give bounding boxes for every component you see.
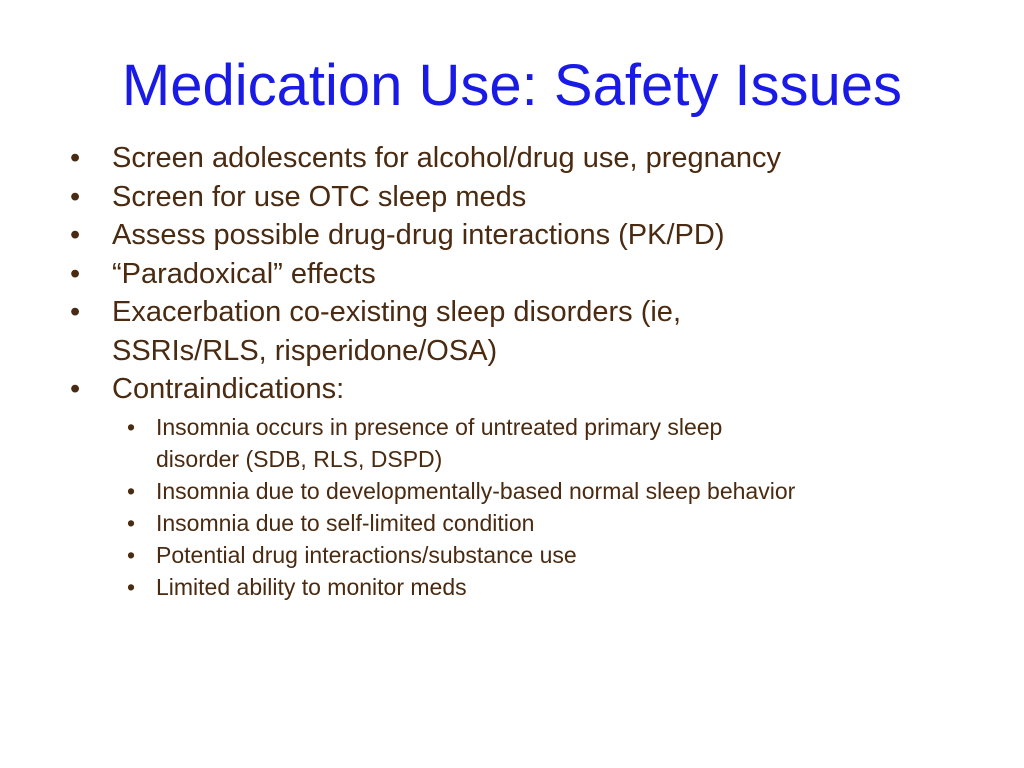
sub-list-item-text-line2: disorder (SDB, RLS, DSPD) bbox=[156, 445, 443, 472]
bullet-icon: • bbox=[70, 257, 81, 290]
list-item bbox=[70, 139, 970, 178]
bullet-icon: • bbox=[70, 219, 81, 251]
bullet-icon: • bbox=[127, 573, 136, 600]
sub-list-item bbox=[70, 539, 970, 571]
bullet-icon: • bbox=[70, 180, 81, 213]
list-item-text: Contraindications: bbox=[112, 373, 345, 405]
sub-list-item-text: Insomnia due to self-limited condition bbox=[156, 509, 535, 536]
bullet-icon: • bbox=[127, 541, 136, 568]
bullet-icon: • bbox=[70, 142, 81, 174]
list-item bbox=[70, 255, 970, 294]
sub-list-item bbox=[70, 411, 970, 475]
list-item bbox=[70, 293, 970, 370]
bullet-icon: • bbox=[127, 509, 136, 536]
list-item-text: Assess possible drug-drug interactions (PK/PD) bbox=[112, 219, 725, 251]
list-item-text-line1: Exacerbation co-existing sleep disorders (ie, bbox=[112, 296, 681, 328]
list-item bbox=[70, 178, 970, 217]
sub-bullet-list bbox=[70, 411, 970, 603]
bullet-list bbox=[70, 139, 970, 409]
sub-list-item bbox=[70, 571, 970, 603]
sub-list-item bbox=[70, 507, 970, 539]
list-item bbox=[70, 370, 970, 409]
sub-list-item-text: Potential drug interactions/substance use bbox=[156, 541, 577, 568]
sub-list-item bbox=[70, 475, 970, 507]
slide-body bbox=[70, 139, 970, 603]
bullet-icon: • bbox=[127, 413, 136, 440]
list-item-text-line2: SSRIs/RLS, risperidone/OSA) bbox=[112, 334, 498, 367]
list-item-text: Screen for use OTC sleep meds bbox=[112, 180, 527, 213]
sub-list-item-text: Limited ability to monitor meds bbox=[156, 573, 467, 600]
sub-list-item-text-line1: Insomnia occurs in presence of untreated primary sleep bbox=[156, 413, 723, 440]
list-item-text: “Paradoxical” effects bbox=[112, 257, 376, 290]
list-item bbox=[70, 216, 970, 255]
list-item-text: Screen adolescents for alcohol/drug use, pregnancy bbox=[112, 142, 782, 174]
bullet-icon: • bbox=[127, 477, 136, 504]
bullet-icon: • bbox=[70, 296, 81, 328]
bullet-icon: • bbox=[70, 373, 81, 405]
slide-title: Medication Use: Safety Issues bbox=[121, 53, 903, 118]
sub-list-item-text: Insomnia due to developmentally-based normal sleep behavior bbox=[156, 477, 796, 504]
